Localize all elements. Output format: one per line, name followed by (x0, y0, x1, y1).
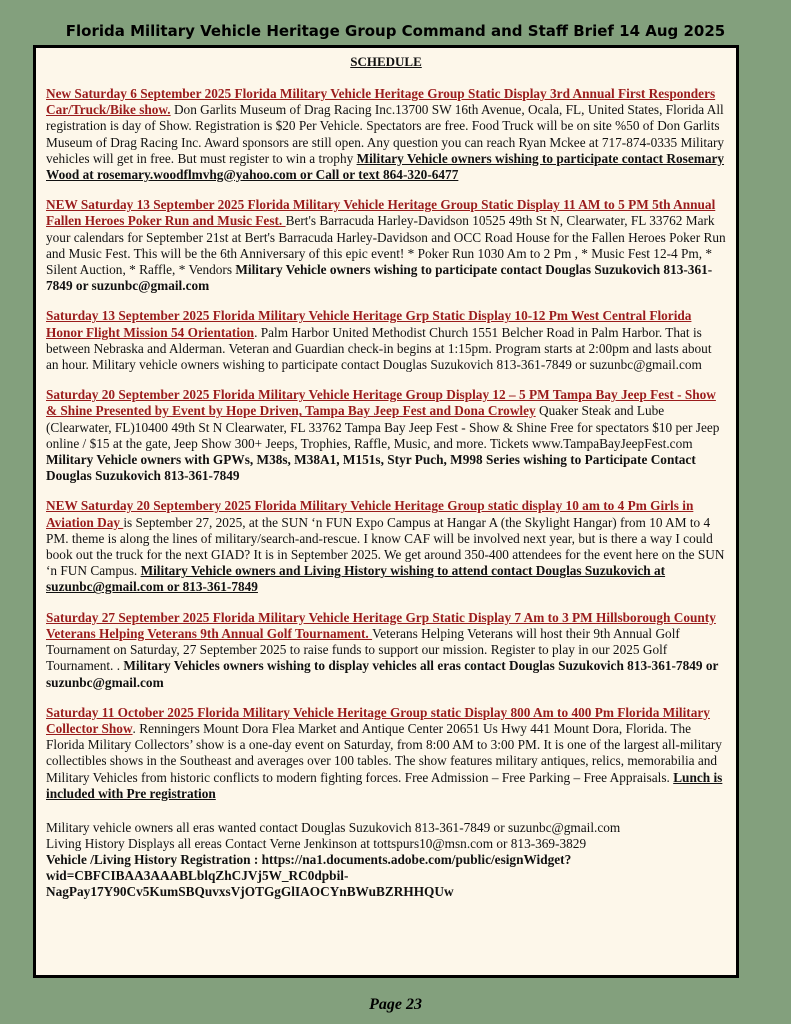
page-header-title: Florida Military Vehicle Heritage Group Command and Staff Brief 14 Aug 2025 (65, 22, 726, 40)
closing-contacts (46, 820, 726, 900)
event-title: Saturday 13 September 2025 Florida Military Vehicle Heritage Grp Static Display 10-12 Pm West Central Florida Honor Flight Mission 54 Orientation (46, 308, 692, 340)
event-title: NEW Saturday 20 Septembery 2025 Florida Military Vehicle Heritage Group static display 10 am to 4 Pm Girls in Aviation Day (46, 498, 694, 530)
event-body: Don Garlits Museum of Drag Racing Inc.13700 SW 16th Avenue, Ocala, FL, United States, Florida All registration is day of Show. Registration is $20 Per Vehicle. Spectators are free. Food Truck will be on site %50 of Don Garlits Museum of Drag Racing Inc. Award sponsors are still open. Any question you can reach Ryan Mckee at 717-874-0335 Military vehicles will get in free. But must register to win a trophy (46, 102, 725, 166)
event-military-collector-show (46, 705, 726, 802)
event-body: . Palm Harbor United Methodist Church 1551 Belcher Road in Palm Harbor. That is between Nebraska and Alderman. Veteran and Guardian check-in begins at 1:15pm. Program starts at 2:00pm and lasts about an hour. Military vehicle owners wishing to participate contact Douglas Suzukovich 813-361-7849 or suzunbc@gmail.com (46, 324, 712, 373)
event-title: Saturday 11 October 2025 Florida Military Vehicle Heritage Group static Display 800 Am to 400 Pm Florida Military Collector Show (46, 704, 710, 736)
event-contact: Lunch is included with Pre registration (46, 769, 723, 801)
event-title: NEW Saturday 13 September 2025 Florida Military Vehicle Heritage Group Static Display 11 AM to 5 PM 5th Annual Fallen Heroes Poker Run and Music Fest. (46, 197, 716, 229)
event-title: Saturday 27 September 2025 Florida Military Vehicle Heritage Grp Static Display 7 Am to 3 PM Hillsborough County Veterans Helping Veterans 9th Annual Golf Tournament. (46, 609, 716, 641)
event-body: Veterans Helping Veterans will host their 9th Annual Golf Tournament on Saturday, 27 September 2025 to raise funds to support our mission. Register to play in our 2025 Golf Tournament. . (46, 625, 680, 674)
event-first-responders-show (46, 86, 726, 183)
event-body: Quaker Steak and Lube (Clearwater, FL)10400 49th St N Clearwater, FL 33762 Tampa Bay Jeep Fest - Show & Shine Free for spectators $10 per Jeep online / $15 at the gate, Jeep Show 300+ Jeeps, Trophies, Raffle, Music, and more. Tickets www.TampaBayJeepFest.com (46, 403, 720, 451)
event-body: Bert's Barracuda Harley-Davidson 10525 49th St N, Clearwater, FL 33762 Mark your calendars for September 21st at Bert's Barracuda Harley-Davidson and OCC Road House for the Fallen Heroes Poker Run and Music Fest. This will be the 6th Anniversary of this epic event! * Poker Run 1030 Am to 2 Pm , * Music Fest 12-4 Pm, * Silent Auction, * Raffle, * Vendors (46, 213, 726, 278)
event-contact: Military Vehicles owners wishing to display vehicles all eras contact Douglas Suzukovich 813-361-7849 or suzunbc@gmail.com (46, 658, 719, 690)
event-veterans-golf-tournament (46, 610, 726, 691)
closing-vehicle-owners-line: Military vehicle owners all eras wanted contact Douglas Suzukovich 813-361-7849 or suzunbc@gmail.com (46, 819, 621, 835)
event-body: is September 27, 2025, at the SUN ‘n FUN Expo Campus at Hangar A (the Skylight Hangar) from 10 AM to 4 PM. theme is along the lines of military/search-and-rescue. I know CAF will be involved next year, but is there a way I could book out the truck for the next GIAD? It is in September 2025. We get around 350-400 attendees for the event here on the SUN ‘n FUN Campus. (46, 514, 725, 579)
page-number: Page 23 (369, 996, 422, 1013)
registration-link[interactable]: Vehicle /Living History Registration : https://na1.documents.adobe.com/public/esignWidget?wid=CBFCIBAA3AAABLblqZhCJVj5W_RC0dpbil-NagPay17Y90Cv5KumSBQuvxsVjOTGgGlIAOCYnBWuBZRHHQUw (46, 851, 572, 899)
section-title: SCHEDULE (350, 54, 422, 69)
closing-living-history-line: Living History Displays all ereas Contact Verne Jenkinson at tottspurs10@msn.com or 813-369-3829 (46, 835, 587, 851)
event-honor-flight-orientation (46, 308, 726, 373)
event-tampa-bay-jeep-fest (46, 387, 726, 484)
event-contact: Military Vehicle owners with GPWs, M38s, M38A1, M151s, Styr Puch, M998 Series wishing to Participate Contact Douglas Suzukovich 813-361-7849 (46, 452, 696, 484)
event-title: New Saturday 6 September 2025 Florida Military Vehicle Heritage Group Static Display 3rd Annual First Responders Car/Truck/Bike show. (46, 86, 716, 118)
event-fallen-heroes-poker-run (46, 197, 726, 294)
event-contact: Military Vehicle owners and Living History wishing to attend contact Douglas Suzukovich at suzunbc@gmail.com or 813-361-7849 (46, 563, 666, 595)
event-title: Saturday 20 September 2025 Florida Military Vehicle Heritage Group Display 12 – 5 PM Tampa Bay Jeep Fest - Show & Shine Presented by Event by Hope Driven, Tampa Bay Jeep Fest and Dona Crowley (46, 387, 716, 419)
schedule-content-box (33, 45, 739, 978)
event-girls-in-aviation-day (46, 498, 726, 595)
event-body: . Renningers Mount Dora Flea Market and Antique Center 20651 Us Hwy 441 Mount Dora, Florida. The Florida Military Collectors’ show is a one-day event on Saturday, from 8:00 AM to 3:00 PM. It is one of the largest all-military collectibles shows in the Southeast and averages over 100 tables. The show features military antiques, relics, memorabilia and Military Vehicles from historic conflicts to modern fighting forces. Free Admission – Free Parking – Free Appraisals. (46, 720, 722, 785)
event-contact: Military Vehicle owners wishing to participate contact Rosemary Wood at rosemary.woodflmvhg@yahoo.com or Call or text 864-320-6477 (46, 150, 725, 183)
event-contact: Military Vehicle owners wishing to participate contact Douglas Suzukovich 813-361-7849 or suzunbc@gmail.com (46, 262, 713, 294)
